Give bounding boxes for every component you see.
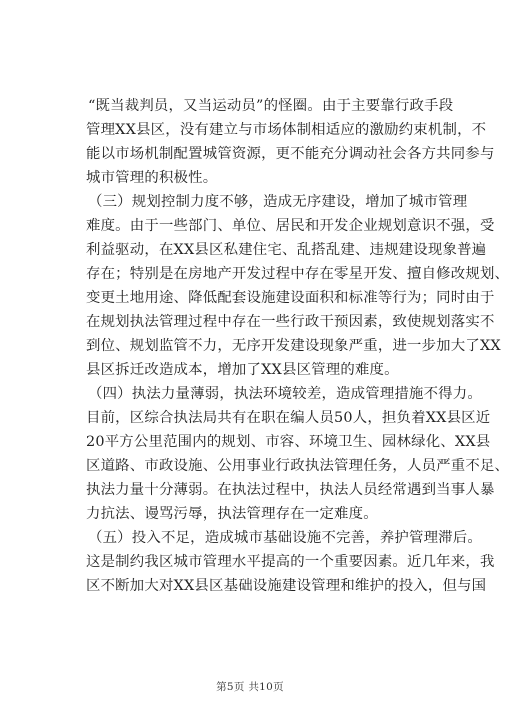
paragraph-line: 执法力量十分薄弱。在执法过程中，执法人员经常遇到当事人暴 bbox=[86, 482, 495, 498]
paragraph-line: （五）投入不足，造成城市基础设施不完善，养护管理滞后。 bbox=[88, 530, 482, 546]
paragraph-line: （四）执法力量薄弱，执法环境较差，造成管理措施不得力。 bbox=[88, 386, 482, 402]
page-number-footer: 第5页 共10页 bbox=[216, 681, 284, 693]
paragraph-line: 区道路、市政设施、公用事业行政执法管理任务，人员严重不足、 bbox=[86, 458, 509, 474]
paragraph-line: 区不断加大对XX县区基础设施建设管理和维护的投入，但与国 bbox=[86, 578, 487, 594]
paragraph-line: 这是制约我区城市管理水平提高的一个重要因素。近几年来，我 bbox=[86, 554, 495, 570]
paragraph-line: （三）规划控制力度不够，造成无序建设，增加了城市管理 bbox=[88, 194, 468, 210]
paragraph-line: 到位、规划监管不力，无序开发建设现象严重，进一步加大了XX bbox=[86, 338, 501, 354]
paragraph-line: 变更土地用途、降低配套设施建设面积和标准等行为；同时由于 bbox=[86, 290, 495, 306]
paragraph-line: 能以市场机制配置城管资源，更不能充分调动社会各方共同参与 bbox=[86, 146, 495, 162]
paragraph-line: 存在；特别是在房地产开发过程中存在零星开发、擅自修改规划、 bbox=[86, 266, 509, 282]
paragraph-line: 管理XX县区，没有建立与市场体制相适应的激励约束机制，不 bbox=[86, 122, 487, 138]
paragraph-line: 目前，区综合执法局共有在职在编人员50人，担负着XX县区近 bbox=[86, 410, 491, 426]
paragraph-line: 20平方公里范围内的规划、市容、环境卫生、园林绿化、XX县 bbox=[86, 434, 491, 450]
paragraph-line: 城市管理的积极性。 bbox=[86, 170, 218, 186]
paragraph-line: 在规划执法管理过程中存在一些行政干预因素，致使规划落实不 bbox=[86, 314, 495, 330]
document-body bbox=[86, 94, 509, 598]
paragraph-line: 力抗法、谩骂污辱，执法管理存在一定难度。 bbox=[86, 506, 378, 522]
paragraph-line: “既当裁判员，又当运动员”的怪圈。由于主要靠行政手段 bbox=[88, 98, 454, 114]
paragraph-line: 难度。由于一些部门、单位、居民和开发企业规划意识不强，受 bbox=[86, 218, 495, 234]
paragraph-line: 县区拆迁改造成本，增加了XX县区管理的难度。 bbox=[86, 362, 399, 378]
paragraph-line: 利益驱动，在XX县区私建住宅、乱搭乱建、违规建设现象普遍 bbox=[86, 242, 487, 258]
